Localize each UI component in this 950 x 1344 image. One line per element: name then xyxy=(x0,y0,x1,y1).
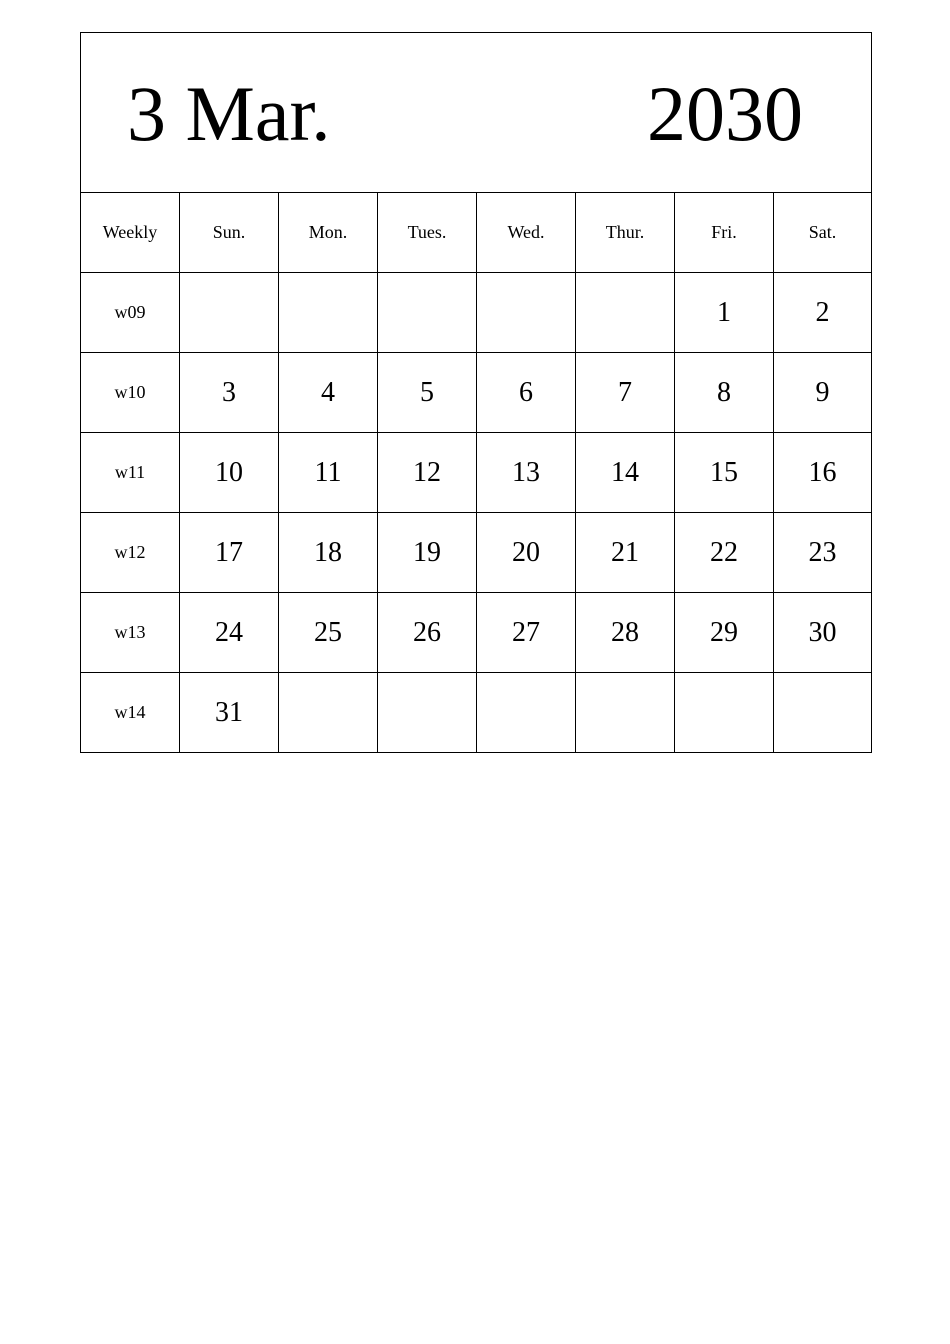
day-cell-wednesday xyxy=(477,273,576,353)
day-cell-saturday xyxy=(774,673,872,753)
day-cell-friday: 15 xyxy=(675,433,774,513)
day-cell-monday: 11 xyxy=(279,433,378,513)
day-cell-monday: 18 xyxy=(279,513,378,593)
day-cell-sunday xyxy=(180,273,279,353)
day-cell-monday xyxy=(279,273,378,353)
day-cell-thursday xyxy=(576,673,675,753)
week-number: w09 xyxy=(81,273,180,353)
day-cell-tuesday: 26 xyxy=(378,593,477,673)
header-saturday: Sat. xyxy=(774,193,872,273)
header-tuesday: Tues. xyxy=(378,193,477,273)
day-cell-monday xyxy=(279,673,378,753)
day-cell-sunday: 3 xyxy=(180,353,279,433)
day-cell-sunday: 10 xyxy=(180,433,279,513)
day-cell-tuesday: 19 xyxy=(378,513,477,593)
day-cell-monday: 4 xyxy=(279,353,378,433)
week-number: w14 xyxy=(81,673,180,753)
title-row xyxy=(81,33,872,193)
day-cell-wednesday xyxy=(477,673,576,753)
month-calendar xyxy=(80,32,872,753)
weeks-body xyxy=(81,273,872,753)
day-cell-wednesday: 20 xyxy=(477,513,576,593)
day-cell-tuesday xyxy=(378,273,477,353)
year-title: 2030 xyxy=(647,70,803,157)
day-cell-friday: 29 xyxy=(675,593,774,673)
day-cell-saturday: 9 xyxy=(774,353,872,433)
header-thursday: Thur. xyxy=(576,193,675,273)
week-row xyxy=(81,273,872,353)
day-cell-saturday: 16 xyxy=(774,433,872,513)
week-row xyxy=(81,673,872,753)
day-cell-thursday: 21 xyxy=(576,513,675,593)
day-cell-sunday: 31 xyxy=(180,673,279,753)
day-cell-saturday: 30 xyxy=(774,593,872,673)
day-cell-friday: 22 xyxy=(675,513,774,593)
day-cell-friday xyxy=(675,673,774,753)
week-number: w13 xyxy=(81,593,180,673)
header-friday: Fri. xyxy=(675,193,774,273)
day-cell-saturday: 23 xyxy=(774,513,872,593)
day-cell-wednesday: 13 xyxy=(477,433,576,513)
title-cell xyxy=(81,33,872,193)
header-weekly: Weekly xyxy=(81,193,180,273)
day-cell-friday: 8 xyxy=(675,353,774,433)
week-row xyxy=(81,433,872,513)
day-cell-tuesday: 5 xyxy=(378,353,477,433)
day-cell-saturday: 2 xyxy=(774,273,872,353)
week-number: w11 xyxy=(81,433,180,513)
weekday-header-row xyxy=(81,193,872,273)
day-cell-wednesday: 6 xyxy=(477,353,576,433)
week-row xyxy=(81,513,872,593)
day-cell-friday: 1 xyxy=(675,273,774,353)
day-cell-thursday: 14 xyxy=(576,433,675,513)
month-title: 3 Mar. xyxy=(127,70,331,157)
day-cell-thursday xyxy=(576,273,675,353)
day-cell-sunday: 17 xyxy=(180,513,279,593)
week-number: w10 xyxy=(81,353,180,433)
week-number: w12 xyxy=(81,513,180,593)
week-row xyxy=(81,353,872,433)
day-cell-thursday: 7 xyxy=(576,353,675,433)
header-sunday: Sun. xyxy=(180,193,279,273)
day-cell-sunday: 24 xyxy=(180,593,279,673)
day-cell-wednesday: 27 xyxy=(477,593,576,673)
day-cell-tuesday xyxy=(378,673,477,753)
day-cell-monday: 25 xyxy=(279,593,378,673)
header-wednesday: Wed. xyxy=(477,193,576,273)
day-cell-tuesday: 12 xyxy=(378,433,477,513)
week-row xyxy=(81,593,872,673)
header-monday: Mon. xyxy=(279,193,378,273)
day-cell-thursday: 28 xyxy=(576,593,675,673)
